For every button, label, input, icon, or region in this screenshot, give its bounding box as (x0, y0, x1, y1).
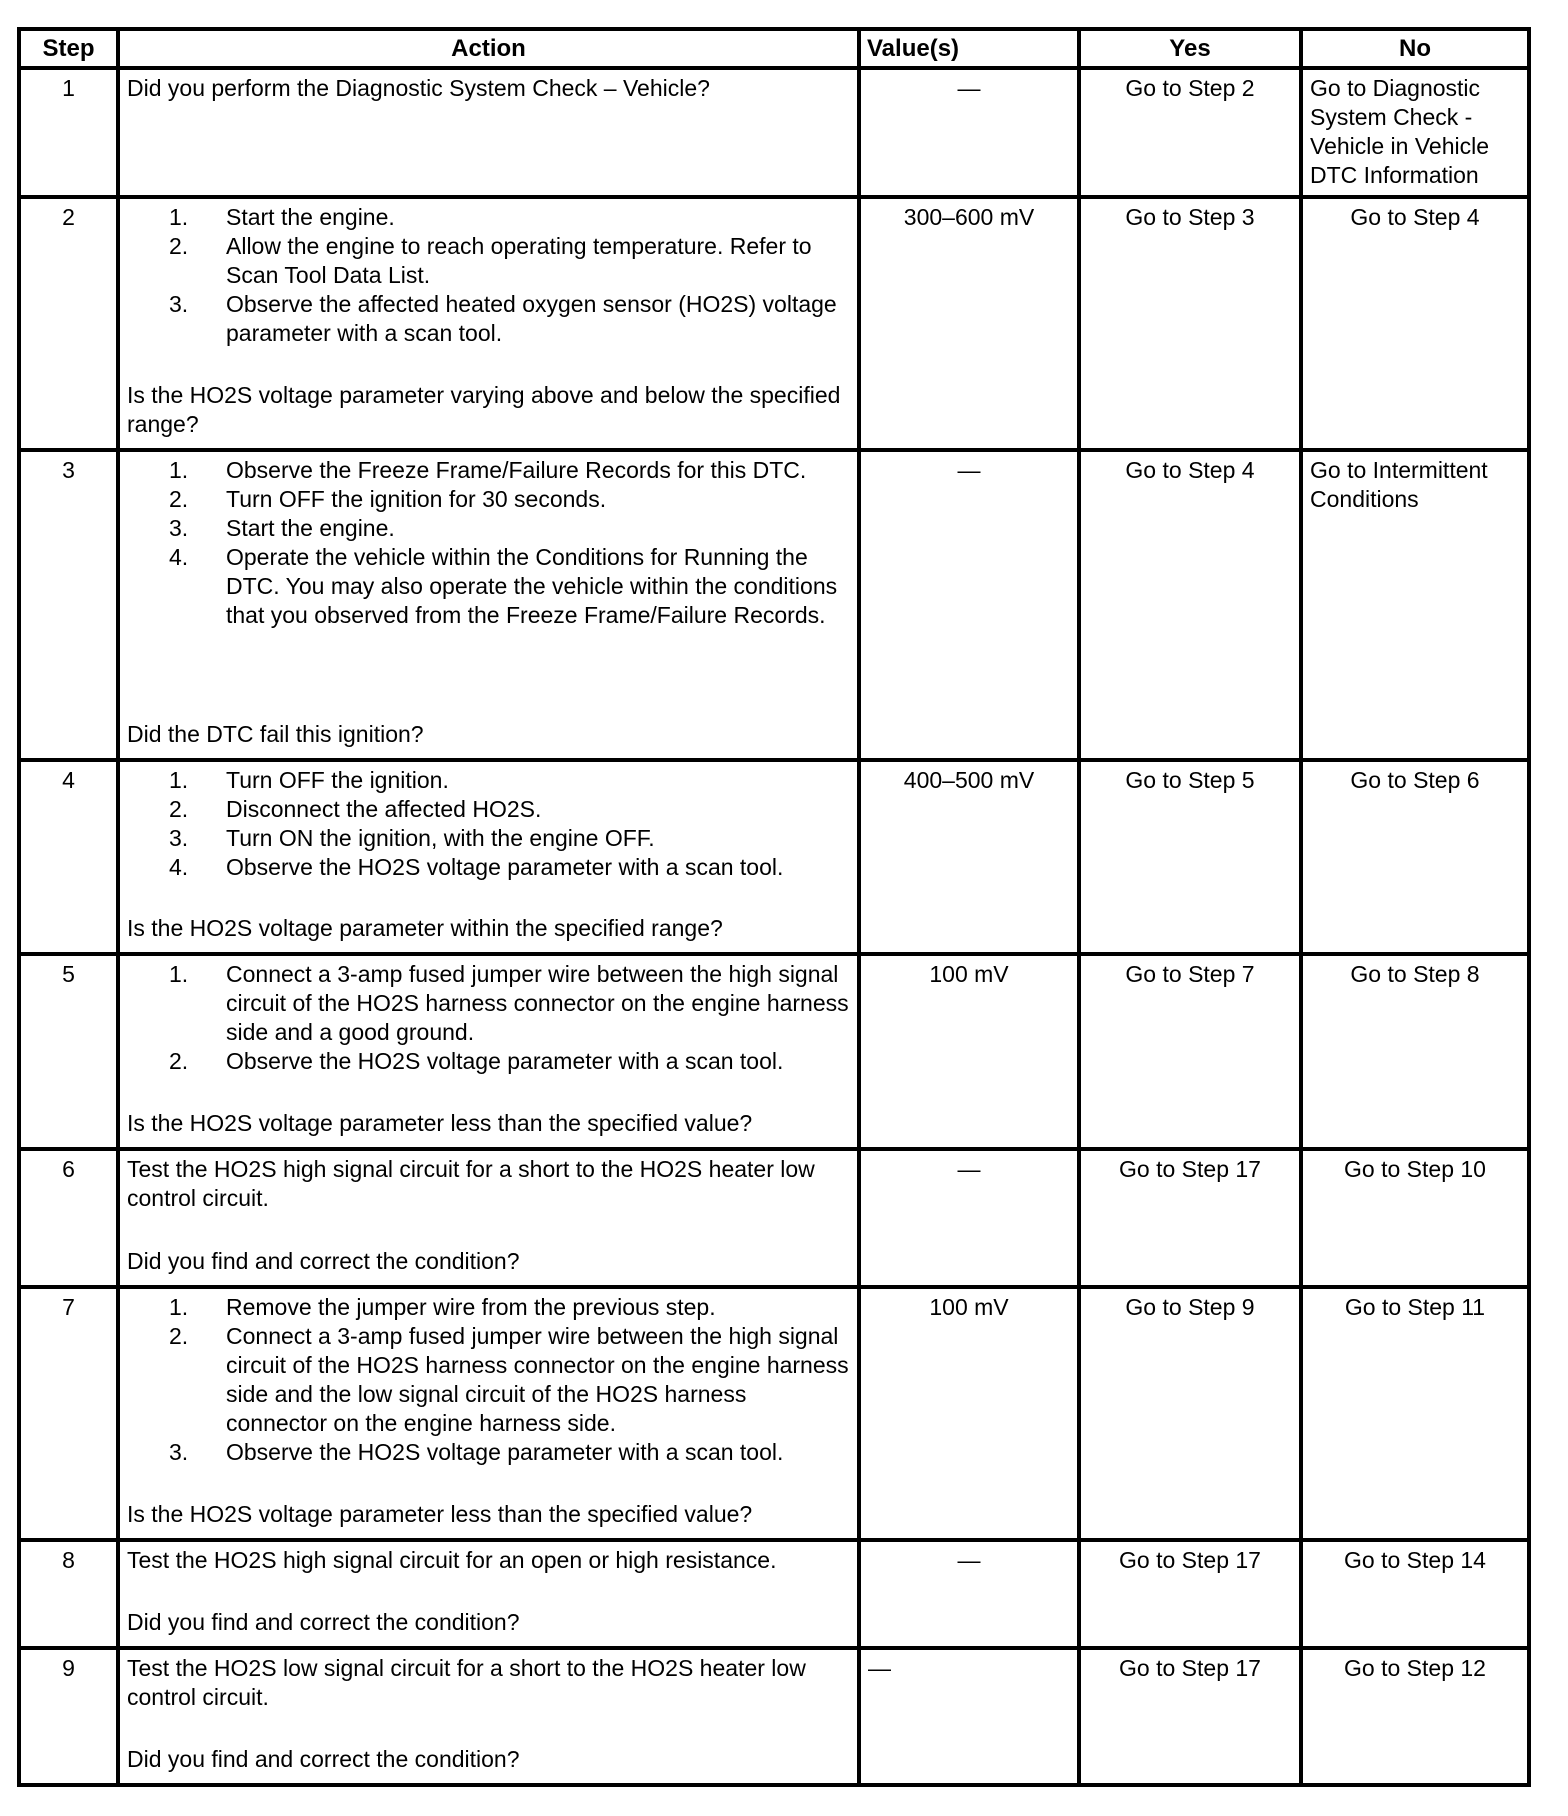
header-values: Value(s) (859, 29, 1079, 68)
action-step-text: Connect a 3-amp fused jumper wire between the high signal circuit of the HO2S harness connector on the engine harness side and the low signal circuit of the HO2S harness connector on the engine harness side. (226, 1323, 849, 1436)
action-body (127, 1155, 850, 1213)
action-content (127, 203, 850, 439)
no-cell: Go to Step 12 (1301, 1648, 1529, 1785)
value-cell: — (859, 1149, 1079, 1287)
action-step-number: 3. (169, 515, 189, 541)
action-cell (118, 1149, 859, 1287)
no-cell: Go to Step 14 (1301, 1540, 1529, 1648)
action-step-text: Observe the HO2S voltage parameter with a scan tool. (226, 1048, 784, 1074)
action-step-number: 3. (169, 825, 189, 851)
action-text: Did you perform the Diagnostic System Check – Vehicle? (127, 75, 710, 101)
table-row (19, 1540, 1529, 1648)
action-cell (118, 760, 859, 954)
no-cell: Go to Step 6 (1301, 760, 1529, 954)
action-step-number: 4. (169, 544, 189, 570)
action-content (127, 1155, 850, 1276)
action-body (127, 456, 850, 630)
action-body (127, 1654, 850, 1712)
yes-cell: Go to Step 9 (1079, 1287, 1301, 1540)
action-step-number: 3. (169, 291, 189, 317)
action-cell (118, 954, 859, 1149)
action-step-text: Connect a 3-amp fused jumper wire between the high signal circuit of the HO2S harness connector on the engine harness side and a good ground. (226, 961, 849, 1045)
action-step-text: Observe the affected heated oxygen sensor (HO2S) voltage parameter with a scan tool. (226, 291, 837, 346)
value-cell: — (859, 450, 1079, 760)
header-yes: Yes (1079, 29, 1301, 68)
yes-cell: Go to Step 2 (1079, 68, 1301, 197)
no-cell: Go to Step 4 (1301, 197, 1529, 450)
action-question: Did you find and correct the condition? (127, 1746, 520, 1772)
yes-cell: Go to Step 5 (1079, 760, 1301, 954)
action-step-number: 2. (169, 1323, 189, 1349)
no-cell: Go to Step 11 (1301, 1287, 1529, 1540)
action-step (169, 543, 850, 630)
action-text: Test the HO2S high signal circuit for a short to the HO2S heater low control circuit. (127, 1156, 815, 1211)
no-cell: Go to Diagnostic System Check - Vehicle in Vehicle DTC Information (1301, 68, 1529, 197)
action-cell (118, 68, 859, 197)
action-step-number: 2. (169, 486, 189, 512)
table-row (19, 450, 1529, 760)
no-cell: Go to Intermittent Conditions (1301, 450, 1529, 760)
action-step (169, 456, 850, 485)
action-step (169, 1438, 850, 1467)
action-step-text: Allow the engine to reach operating temperature. Refer to Scan Tool Data List. (226, 233, 812, 288)
value-cell: 100 mV (859, 1287, 1079, 1540)
action-body (127, 1293, 850, 1467)
yes-cell: Go to Step 17 (1079, 1540, 1301, 1648)
action-content (127, 456, 850, 749)
action-step (169, 960, 850, 1047)
table-row (19, 760, 1529, 954)
action-text: Test the HO2S low signal circuit for a short to the HO2S heater low control circuit. (127, 1655, 806, 1710)
action-cell (118, 1540, 859, 1648)
action-step-text: Observe the Freeze Frame/Failure Records for this DTC. (226, 457, 807, 483)
step-number: 6 (19, 1149, 118, 1287)
action-step-text: Turn ON the ignition, with the engine OFF. (226, 825, 655, 851)
action-step (169, 232, 850, 290)
action-step-number: 2. (169, 1048, 189, 1074)
action-step-text: Operate the vehicle within the Conditions for Running the DTC. You may also operate the vehicle within the conditions that you observed from the Freeze Frame/Failure Records. (226, 544, 838, 628)
action-content (127, 766, 850, 943)
value-cell: 400–500 mV (859, 760, 1079, 954)
action-content (127, 1546, 850, 1637)
action-step-number: 1. (169, 457, 189, 483)
action-body (127, 960, 850, 1076)
action-step-number: 1. (169, 767, 189, 793)
action-step (169, 514, 850, 543)
action-step-text: Turn OFF the ignition. (226, 767, 449, 793)
yes-cell: Go to Step 7 (1079, 954, 1301, 1149)
action-step-number: 2. (169, 233, 189, 259)
step-number: 4 (19, 760, 118, 954)
action-step-number: 4. (169, 854, 189, 880)
action-step (169, 203, 850, 232)
action-body (127, 766, 850, 882)
step-number: 3 (19, 450, 118, 760)
action-step-text: Start the engine. (226, 204, 395, 230)
action-step (169, 795, 850, 824)
no-cell: Go to Step 8 (1301, 954, 1529, 1149)
action-step-text: Observe the HO2S voltage parameter with a scan tool. (226, 1439, 784, 1465)
action-body (127, 74, 850, 103)
action-steps (127, 960, 850, 1076)
action-step-text: Observe the HO2S voltage parameter with a scan tool. (226, 854, 784, 880)
value-cell: — (859, 1648, 1079, 1785)
step-number: 1 (19, 68, 118, 197)
header-action: Action (118, 29, 859, 68)
action-text: Test the HO2S high signal circuit for an open or high resistance. (127, 1547, 777, 1573)
table-row (19, 954, 1529, 1149)
action-step-text: Start the engine. (226, 515, 395, 541)
action-steps (127, 456, 850, 630)
yes-cell: Go to Step 4 (1079, 450, 1301, 760)
action-steps (127, 766, 850, 882)
action-step-number: 3. (169, 1439, 189, 1465)
action-step (169, 766, 850, 795)
action-body (127, 1546, 850, 1575)
table-row (19, 1648, 1529, 1785)
value-cell: — (859, 1540, 1079, 1648)
action-step-number: 2. (169, 796, 189, 822)
action-step-number: 1. (169, 204, 189, 230)
step-number: 5 (19, 954, 118, 1149)
table-row (19, 1149, 1529, 1287)
action-step (169, 853, 850, 882)
action-step (169, 290, 850, 348)
yes-cell: Go to Step 17 (1079, 1149, 1301, 1287)
header-row (19, 29, 1529, 68)
no-cell: Go to Step 10 (1301, 1149, 1529, 1287)
action-step (169, 1322, 850, 1438)
step-number: 7 (19, 1287, 118, 1540)
yes-cell: Go to Step 17 (1079, 1648, 1301, 1785)
value-cell: 300–600 mV (859, 197, 1079, 450)
action-question: Did you find and correct the condition? (127, 1609, 520, 1635)
action-step (169, 1047, 850, 1076)
action-question: Did you find and correct the condition? (127, 1248, 520, 1274)
action-cell (118, 1648, 859, 1785)
step-number: 8 (19, 1540, 118, 1648)
action-question: Is the HO2S voltage parameter less than the specified value? (127, 1110, 753, 1136)
action-cell (118, 450, 859, 760)
action-question: Did the DTC fail this ignition? (127, 721, 424, 747)
action-content (127, 1654, 850, 1774)
action-steps (127, 203, 850, 348)
header-no: No (1301, 29, 1529, 68)
action-cell (118, 197, 859, 450)
action-step-text: Remove the jumper wire from the previous step. (226, 1294, 716, 1320)
action-content (127, 1293, 850, 1529)
action-content (127, 960, 850, 1138)
yes-cell: Go to Step 3 (1079, 197, 1301, 450)
value-cell: 100 mV (859, 954, 1079, 1149)
action-question: Is the HO2S voltage parameter varying above and below the specified range? (127, 382, 841, 437)
step-number: 2 (19, 197, 118, 450)
table-row (19, 68, 1529, 197)
diagnostic-table (17, 27, 1531, 1787)
action-step (169, 824, 850, 853)
action-body (127, 203, 850, 348)
action-step (169, 1293, 850, 1322)
header-step: Step (19, 29, 118, 68)
value-cell: — (859, 68, 1079, 197)
action-cell (118, 1287, 859, 1540)
action-steps (127, 1293, 850, 1467)
table-row (19, 1287, 1529, 1540)
action-step-text: Disconnect the affected HO2S. (226, 796, 542, 822)
action-question: Is the HO2S voltage parameter within the specified range? (127, 915, 723, 941)
action-step (169, 485, 850, 514)
action-step-number: 1. (169, 961, 189, 987)
action-content (127, 74, 850, 182)
action-question: Is the HO2S voltage parameter less than the specified value? (127, 1501, 753, 1527)
step-number: 9 (19, 1648, 118, 1785)
action-step-number: 1. (169, 1294, 189, 1320)
table-row (19, 197, 1529, 450)
action-step-text: Turn OFF the ignition for 30 seconds. (226, 486, 607, 512)
